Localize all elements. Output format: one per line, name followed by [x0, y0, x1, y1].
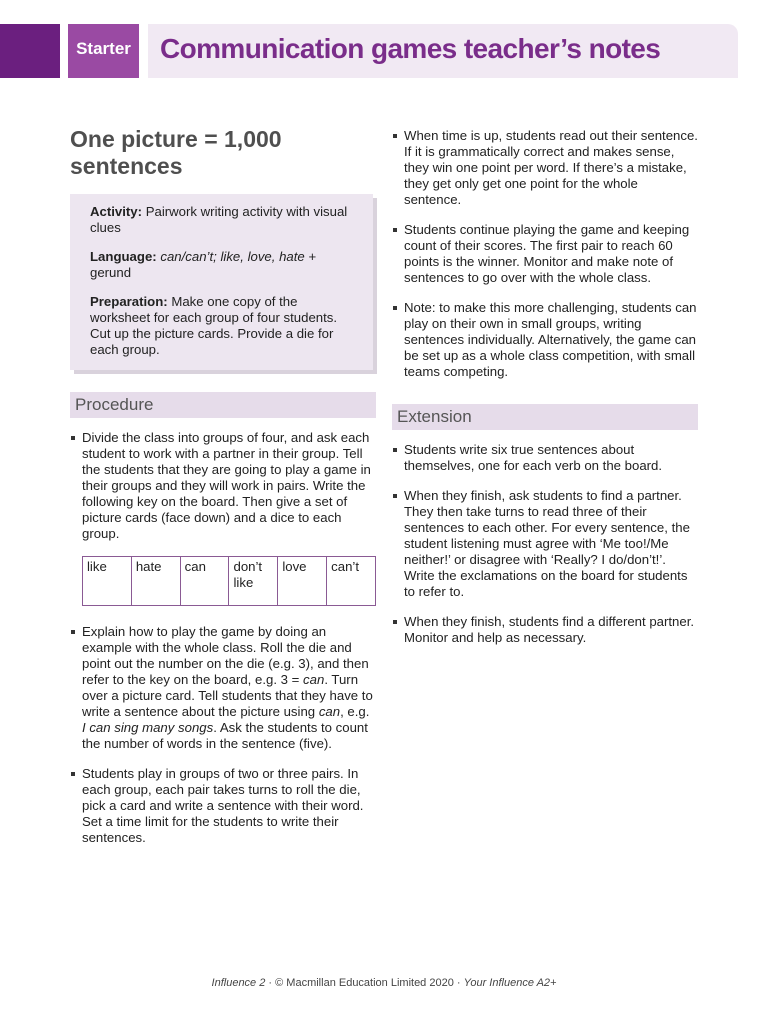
extension-step-2: When they finish, ask students to find a partner. They then take turns to read three of their sentences to each other. For every sentence, the student listening must agree with ‘Me too!/Me neither!’ or disagree with ‘Really? I do/don’t!’. Write the exclamations on the board for students to refer to.	[392, 488, 698, 600]
procedure-list	[70, 430, 376, 542]
page-title: Communication games teacher’s notes	[160, 33, 661, 64]
key-cell: can	[180, 557, 229, 606]
dice-key-table	[82, 556, 376, 606]
procedure-list-right	[392, 128, 698, 380]
table-row	[83, 557, 376, 606]
extension-step-3: When they finish, students find a different partner. Monitor and help as necessary.	[392, 614, 698, 646]
procedure-heading: Procedure	[70, 392, 376, 418]
key-cell: don’t like	[229, 557, 278, 606]
procedure-step-2: Explain how to play the game by doing an example with the whole class. Roll the die and point out the number on the die (e.g. 3), and then refer to the key on the board, e.g. 3 = can. Turn over a picture card. Tell students that they have to write a sentence about the picture using can, e.g. I can sing many songs. Ask the students to count the number of words in the sentence (five).	[70, 624, 376, 752]
procedure-step-1: Divide the class into groups of four, and ask each student to work with a partner in their group. Tell the students that they are going to play a game in their groups and they will work in pairs. Write the following key on the board. Then give a set of picture cards (face down) and a dice to each group.	[70, 430, 376, 542]
procedure-note: Note: to make this more challenging, students can play on their own in small groups, writing sentences individually. Alternatively, the game can be set up as a whole class competition, with small teams competing.	[392, 300, 698, 380]
key-cell: like	[83, 557, 132, 606]
left-column	[70, 126, 376, 860]
procedure-step-5: Students continue playing the game and keeping count of their scores. The first pair to reach 60 points is the winner. Monitor and make note of sentences to go over with the whole class.	[392, 222, 698, 286]
page-footer: Influence 2 · © Macmillan Education Limited 2020 · Your Influence A2+	[211, 977, 557, 989]
activity-line: Activity: Pairwork writing activity with visual clues	[90, 204, 348, 235]
procedure-list-continued	[70, 624, 376, 846]
activity-title: One picture = 1,000 sentences	[70, 126, 282, 179]
procedure-step-4: When time is up, students read out their sentence. If it is grammatically correct and makes sense, they win one point per word. If there’s a mistake, they get only get one point for the whole sentence.	[392, 128, 698, 208]
preparation-line: Preparation: Make one copy of the worksheet for each group of four students. Cut up the picture cards. Provide a die for each group.	[90, 294, 338, 357]
key-cell: love	[278, 557, 327, 606]
starter-tab: Starter	[68, 24, 139, 78]
extension-heading: Extension	[392, 404, 698, 430]
procedure-step-3: Students play in groups of two or three pairs. In each group, each pair takes turns to roll the die, pick a card and write a sentence with their word. Set a time limit for the students to write their sentences.	[70, 766, 376, 846]
key-cell: hate	[131, 557, 180, 606]
header-accent-block	[0, 24, 60, 78]
right-column	[392, 128, 698, 660]
key-cell: can’t	[327, 557, 376, 606]
language-line: Language: can/can’t; like, love, hate + gerund	[90, 249, 317, 280]
extension-list	[392, 442, 698, 646]
extension-step-1: Students write six true sentences about themselves, one for each verb on the board.	[392, 442, 698, 474]
activity-info-box	[70, 194, 373, 370]
